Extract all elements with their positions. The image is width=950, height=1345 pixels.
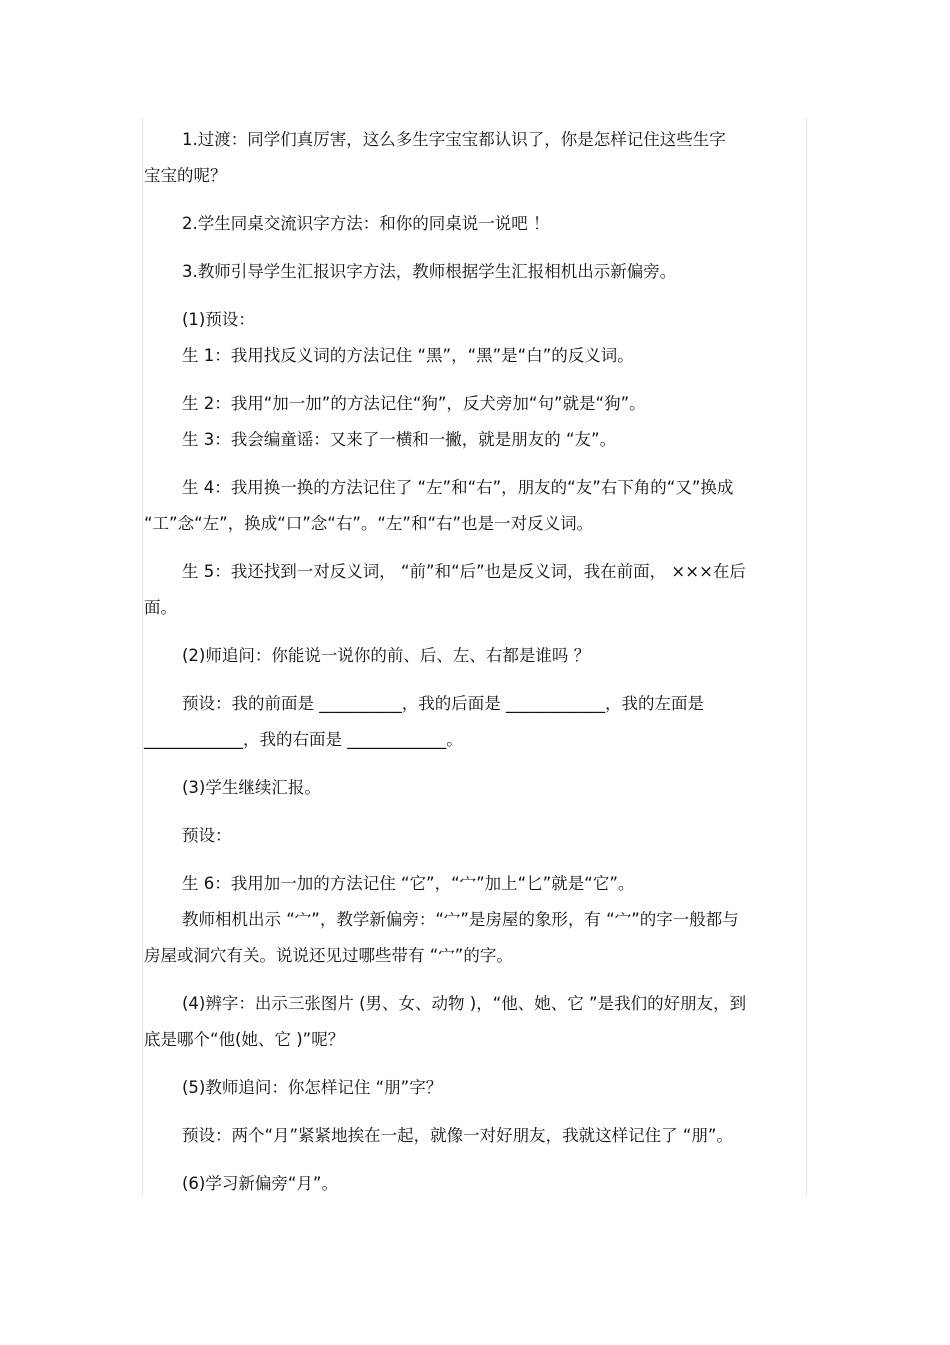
teacher-question-5: (5)教师追问：你怎样记住 “朋”字？ [182, 1078, 443, 1097]
page-right-border [806, 118, 807, 1196]
student-2-line: 生 2：我用“加一加”的方法记住“狗”，反犬旁加“句”就是“狗”。 [182, 394, 646, 413]
preset-peng-line: 预设：两个“月”紧紧地挨在一起，就像一对好朋友，我就这样记住了 “朋”。 [182, 1126, 733, 1145]
student-5-line: 生 5：我还找到一对反义词， “前”和“后”也是反义词，我在前面， ×××在后 [182, 562, 746, 581]
student-6-line: 生 6：我用加一加的方法记住 “它”，“宀”加上“匕”就是“它”。 [182, 874, 635, 893]
student-3-line: 生 3：我会编童谣：又来了一横和一撇，就是朋友的 “友”。 [182, 430, 617, 449]
preset-blanks-line-cont: ____________，我的右面是 ____________。 [144, 730, 463, 749]
student-4-line-cont: “工”念“左”，换成“口”念“右”。“左”和“右”也是一对反义词。 [144, 514, 594, 533]
new-radical-line: (6)学习新偏旁“月”。 [182, 1174, 338, 1193]
student-5-line-cont: 面。 [144, 598, 177, 617]
paragraph-desk-exchange: 2.学生同桌交流识字方法：和你的同桌说一说吧 ！ [182, 214, 550, 233]
distinguish-chars-line: (4)辨字：出示三张图片 (男、女、动物 )，“他、她、它 ”是我们的好朋友，到 [182, 994, 747, 1013]
teacher-question-2: (2)师追问：你能说一说你的前、后、左、右都是谁吗 ？ [182, 646, 591, 665]
heading-preset-2: 预设： [182, 826, 232, 845]
preset-blanks-line: 预设：我的前面是 __________，我的后面是 ____________，我的左面是 [182, 694, 704, 713]
student-1-line: 生 1：我用找反义词的方法记住 “黑”，“黑”是“白”的反义词。 [182, 346, 634, 365]
student-4-line: 生 4：我用换一换的方法记住了 “左”和“右”，朋友的“友”右下角的“又”换成 [182, 478, 734, 497]
teacher-radical-line: 教师相机出示 “宀”，教学新偏旁：“宀”是房屋的象形，有 “宀”的字一般都与 [182, 910, 739, 929]
paragraph-transition: 1.过渡：同学们真厉害，这么多生字宝宝都认识了，你是怎样记住这些生字 [182, 130, 726, 149]
paragraph-teacher-guide: 3.教师引导学生汇报识字方法，教师根据学生汇报相机出示新偏旁。 [182, 262, 677, 281]
distinguish-chars-line-cont: 底是哪个“他(她、它 )”呢？ [144, 1030, 345, 1049]
teacher-radical-line-cont: 房屋或洞穴有关。说说还见过哪些带有 “宀”的字。 [144, 946, 513, 965]
student-report-3: (3)学生继续汇报。 [182, 778, 321, 797]
heading-preset-1: (1)预设： [182, 310, 255, 329]
page-left-border [142, 118, 143, 1196]
paragraph-transition-cont: 宝宝的呢？ [144, 166, 227, 185]
